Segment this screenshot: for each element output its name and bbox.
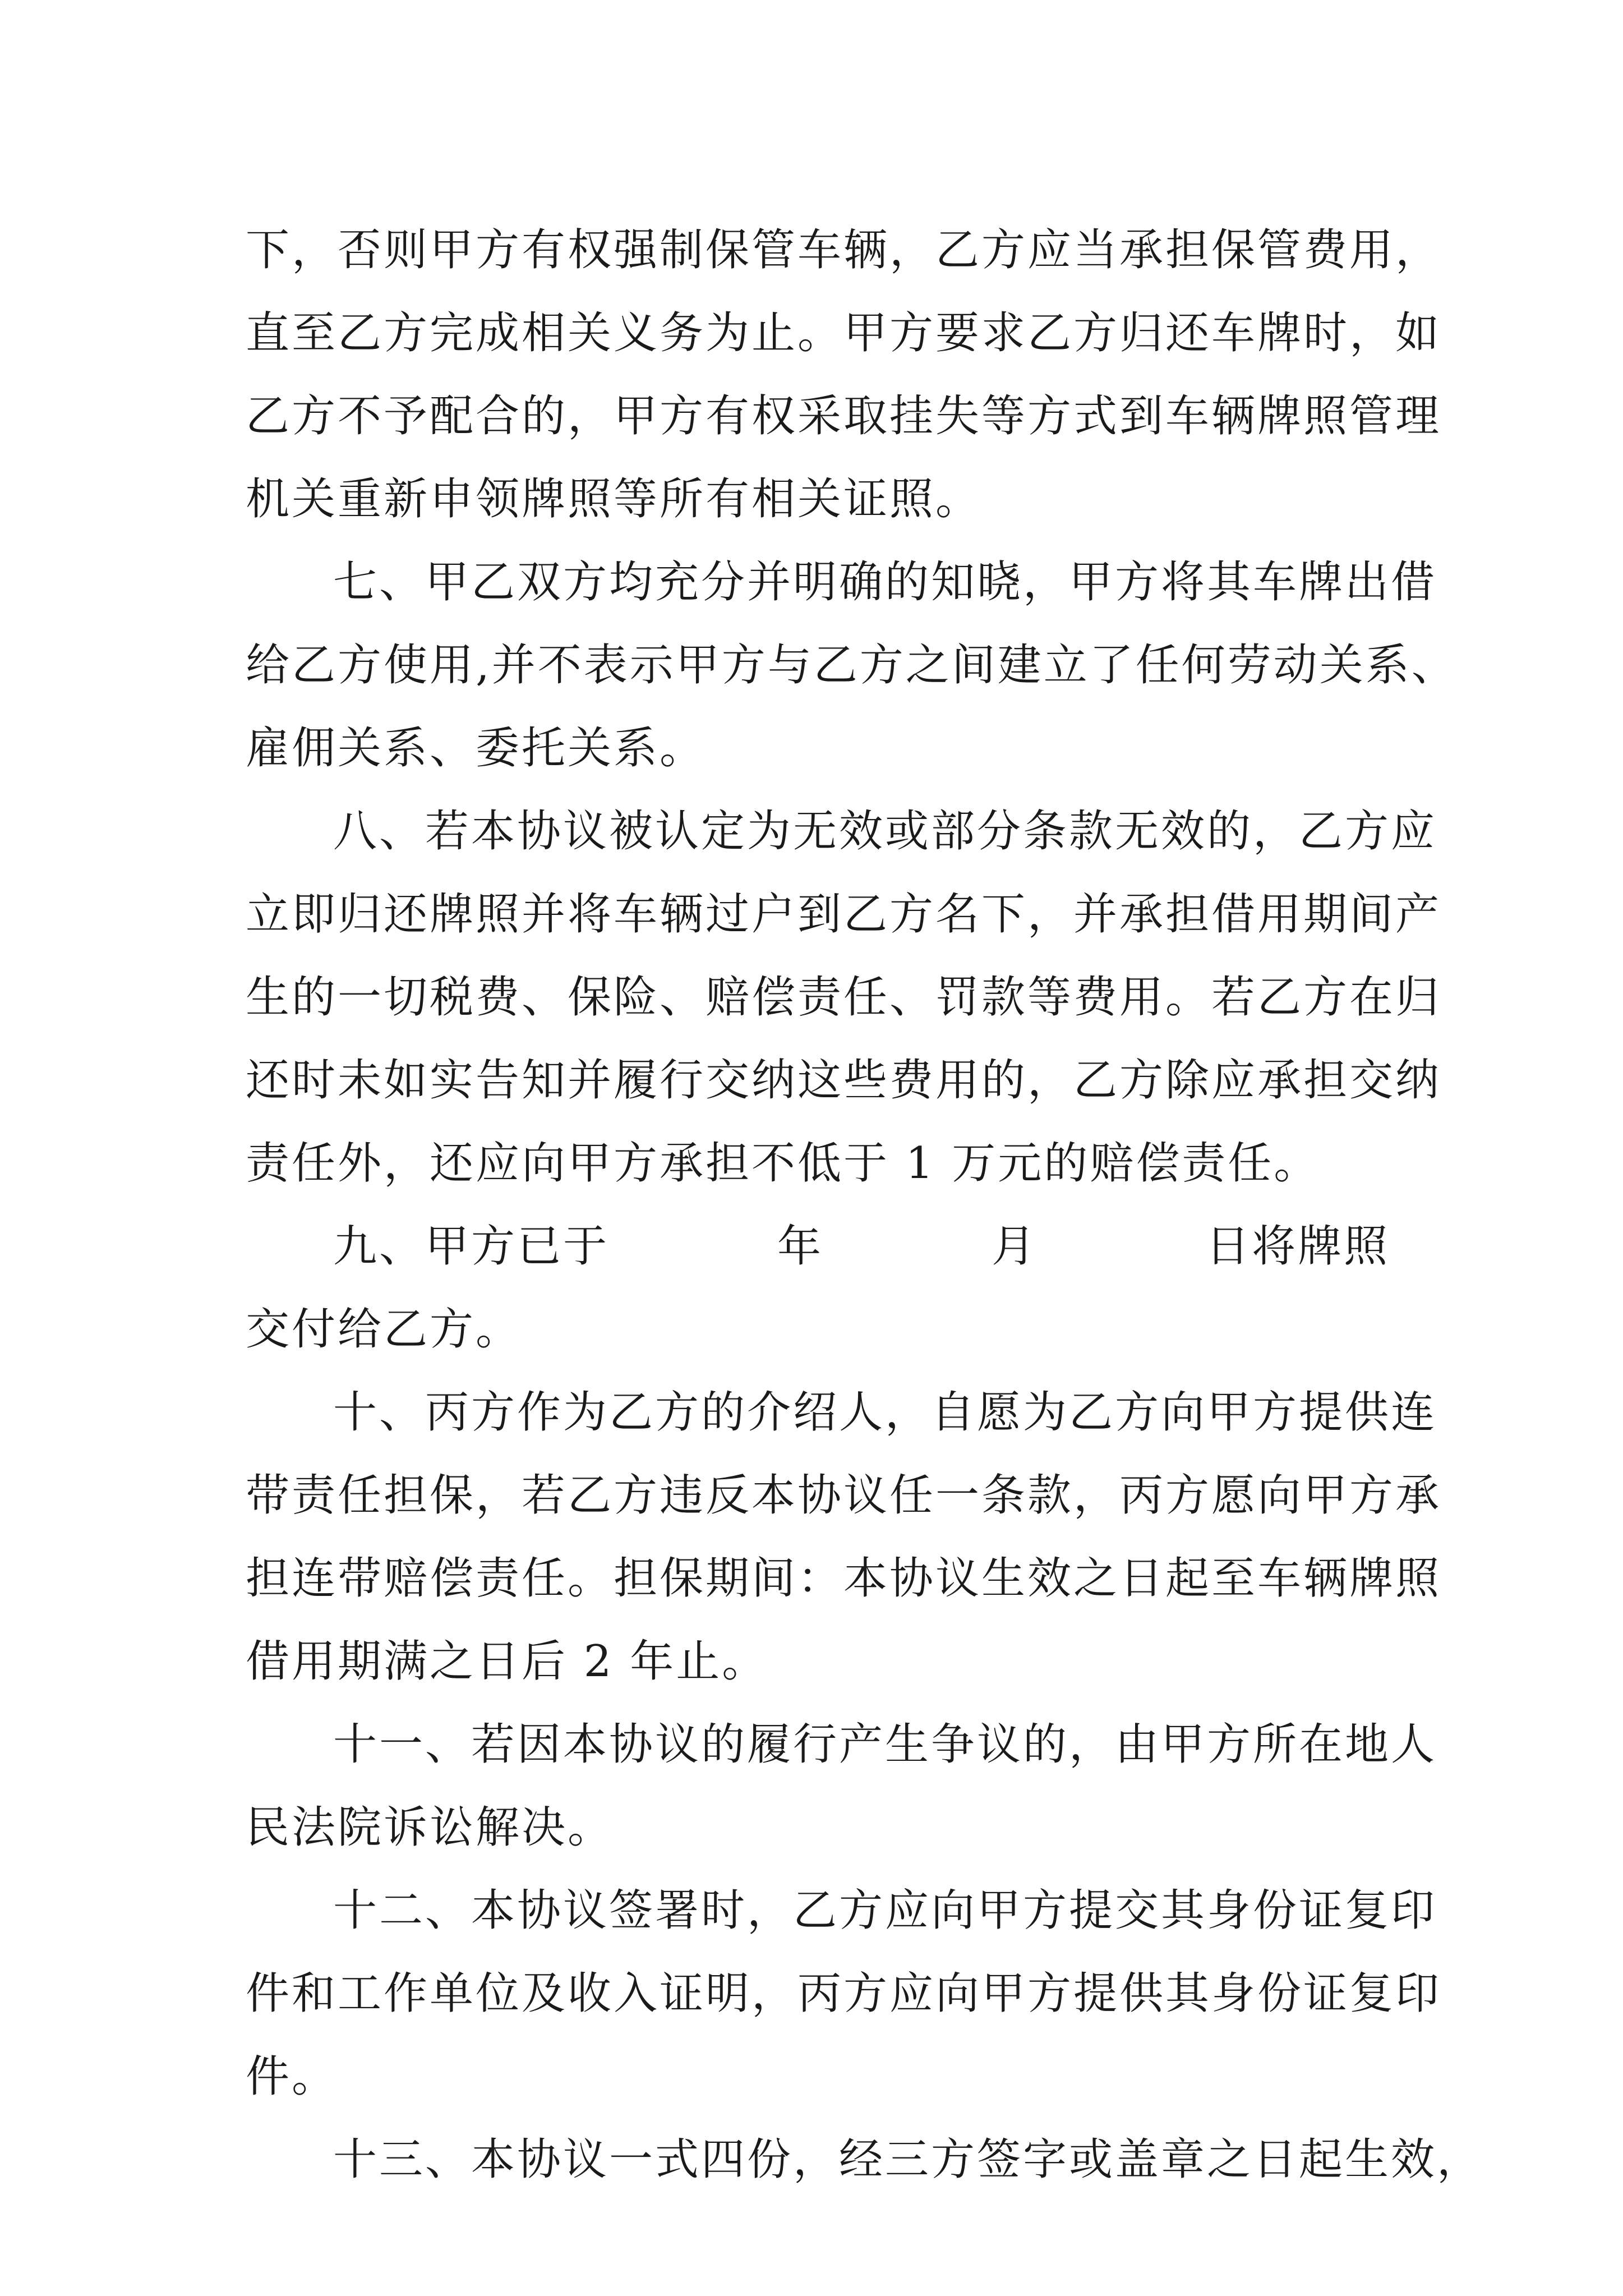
text-line: 责任外，还应向甲方承担不低于 1 万元的赔偿责任。	[246, 1138, 1320, 1189]
clause-9	[246, 1205, 1390, 1371]
text-line: 下，否则甲方有权强制保管车辆，乙方应当承担保管费用，	[246, 225, 1442, 275]
text-line: 十一、若因本协议的履行产生争议的，由甲方所在地人	[333, 1719, 1437, 1770]
document-body	[246, 209, 1483, 2201]
text-line: 十三、本协议一式四份，经三方签字或盖章之日起生效，	[333, 2134, 1483, 2185]
text-line: 立即归还牌照并将车辆过户到乙方名下，并承担借用期间产	[246, 889, 1442, 940]
text-line: 七、甲乙双方均充分并明确的知晓，甲方将其车牌出借	[333, 557, 1437, 608]
text-line: 还时未如实告知并履行交纳这些费用的，乙方除应承担交纳	[246, 1055, 1442, 1106]
date-prefix: 九、甲方已于	[333, 1221, 610, 1272]
clause-6-continued	[246, 209, 1442, 541]
clause-8	[246, 790, 1442, 1205]
text-line: 十、丙方作为乙方的介绍人，自愿为乙方向甲方提供连	[333, 1387, 1437, 1438]
text-line: 交付给乙方。	[246, 1304, 522, 1355]
text-line: 机关重新申领牌照等所有相关证照。	[246, 474, 982, 524]
clause-11	[246, 1703, 1437, 1869]
text-line: 件。	[246, 2051, 338, 2102]
text-line: 借用期满之日后 2 年止。	[246, 1636, 768, 1687]
clause-13	[246, 2118, 1483, 2201]
clause-10	[246, 1371, 1442, 1703]
date-line	[246, 1205, 1390, 1288]
text-line: 十二、本协议签署时，乙方应向甲方提交其身份证复印	[333, 1885, 1437, 1936]
text-line: 给乙方使用,并不表示甲方与乙方之间建立了任何劳动关系、	[246, 640, 1458, 691]
clause-7	[246, 541, 1458, 790]
text-line: 带责任担保，若乙方违反本协议任一条款，丙方愿向甲方承	[246, 1470, 1442, 1521]
date-year-label: 年	[777, 1221, 823, 1272]
text-line: 担连带赔偿责任。担保期间：本协议生效之日起至车辆牌照	[246, 1553, 1442, 1604]
text-line: 直至乙方完成相关义务为止。甲方要求乙方归还车牌时，如	[246, 308, 1442, 358]
text-line: 民法院诉讼解决。	[246, 1802, 614, 1853]
text-line: 乙方不予配合的，甲方有权采取挂失等方式到车辆牌照管理	[246, 391, 1442, 441]
date-day-label: 日将牌照	[1205, 1221, 1390, 1272]
date-month-label: 月	[991, 1221, 1038, 1272]
text-line: 八、若本协议被认定为无效或部分条款无效的，乙方应	[333, 806, 1437, 857]
text-line: 生的一切税费、保险、赔偿责任、罚款等费用。若乙方在归	[246, 972, 1442, 1023]
clause-12	[246, 1869, 1442, 2118]
text-line: 雇佣关系、委托关系。	[246, 723, 706, 774]
text-line: 件和工作单位及收入证明，丙方应向甲方提供其身份证复印	[246, 1968, 1442, 2019]
